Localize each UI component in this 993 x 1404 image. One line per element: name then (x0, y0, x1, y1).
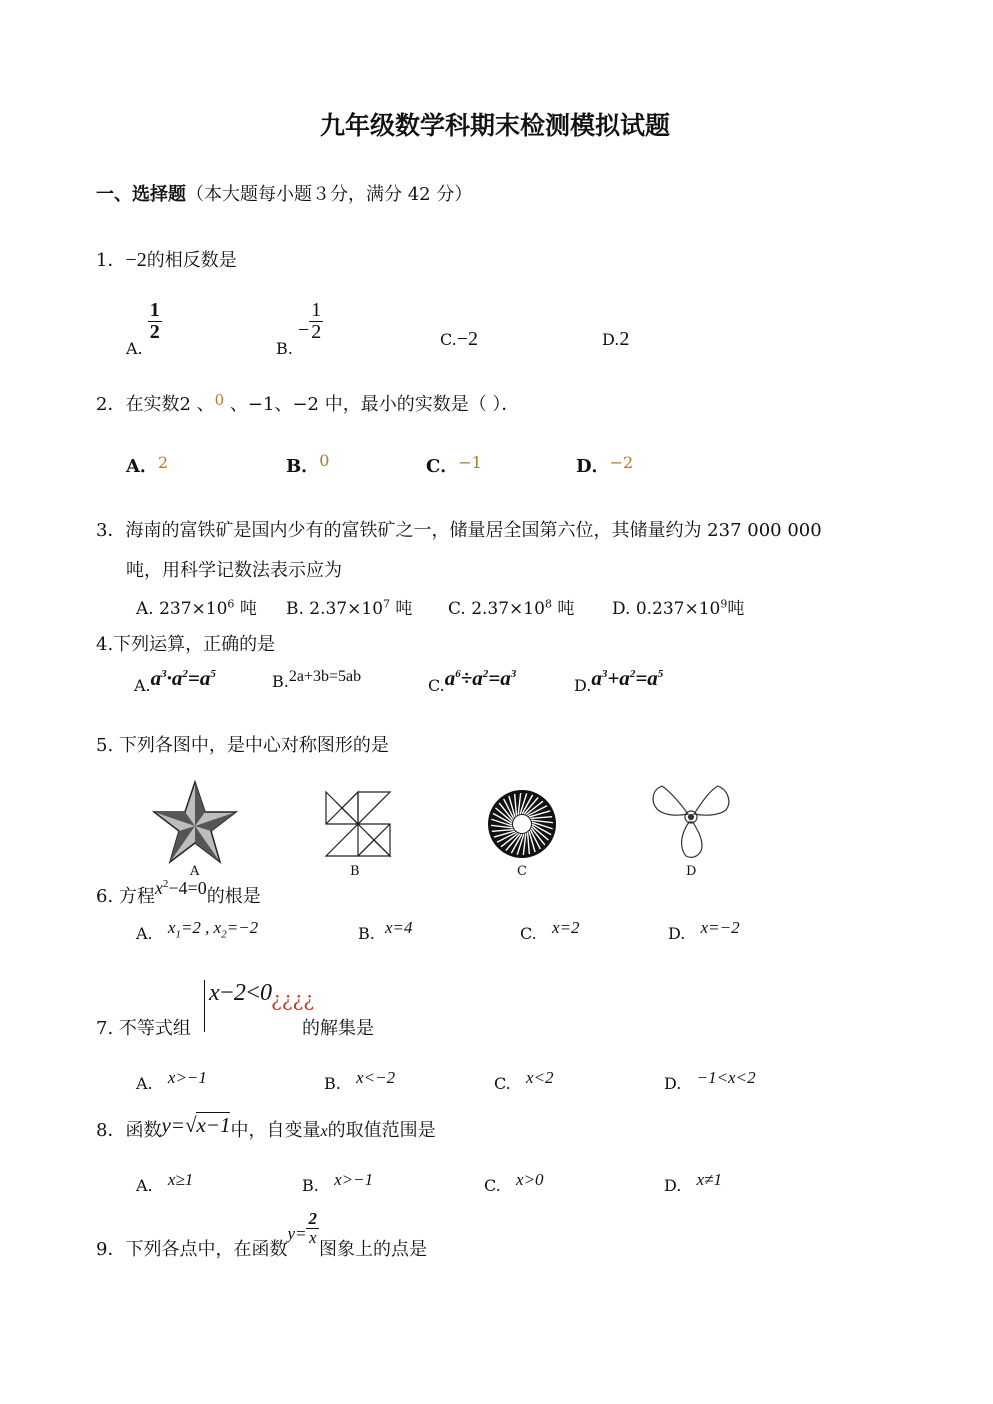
question-2: 2．在实数2 、$^0$ 、−1、−2 中，最小的实数是（ ）． (96, 391, 520, 415)
q7-option-d: D. −1<x<2 (664, 1068, 756, 1093)
q2-option-c: C．−1 (426, 453, 482, 477)
figure-label-d: D (686, 864, 697, 879)
q7-option-a: A. x>−1 (136, 1068, 207, 1093)
question-5: 5. 下列各图中，是中心对称图形的是 (96, 735, 389, 756)
q7-system: x−2<0¿¿¿¿ (204, 980, 314, 1032)
q8-option-a: A. x≥1 (136, 1170, 194, 1195)
question-number: 1． (96, 250, 126, 271)
q4-option-a: $A.a^3\cdot a^2=a^5$ (134, 666, 216, 695)
q6-option-a: A. $x_1=2$ , $x_2=-2$ (136, 918, 259, 943)
q7-option-b: B. x<−2 (324, 1068, 396, 1093)
fraction: $\frac{2}{x}$ (308, 1209, 317, 1247)
q6-option-d: D. x=−2 (668, 918, 740, 943)
q4-option-b: B.2a+3b=5ab (272, 668, 362, 691)
q1-option-b: B. − $\frac{1}{2}$ (276, 299, 322, 358)
q8-option-b: B. x>−1 (302, 1170, 374, 1195)
section-heading (96, 180, 472, 206)
q4-option-c: $C.a^6\div a^2=a^3$ (428, 666, 517, 695)
q8-option-d: D. x≠1 (664, 1170, 722, 1195)
figure-a-star (152, 780, 238, 864)
figure-d-fan (648, 780, 732, 860)
q1-option-c: C.−2 (440, 328, 479, 350)
question-3-line1: 3．海南的富铁矿是国内少有的富铁矿之一，储量居全国第六位，其储量约为 237 000 000 (96, 520, 822, 541)
q8-option-c: C. x>0 (484, 1170, 544, 1195)
question-4: 4.下列运算，正确的是 (96, 634, 276, 655)
section-label: 一、选择题 (96, 184, 186, 205)
figure-label-c: C (517, 864, 527, 879)
q2-option-b: B．0 (286, 451, 330, 477)
q2-option-d: D．−2 (576, 453, 634, 477)
q7-option-c: C. x<2 (494, 1068, 554, 1093)
q2-option-a: A．2 (126, 453, 169, 477)
figure-label-b: B (350, 864, 360, 879)
q1-option-a: A. $\frac{1}{2}$ (126, 299, 160, 358)
q3-option-a: A. $237\times 10^6$ 吨 (136, 597, 257, 619)
q3-option-c: C. $2.37\times 10^8$ 吨 (448, 597, 575, 619)
figure-label-a: A (190, 864, 200, 879)
q1-option-d: D.2 (602, 328, 630, 350)
question-9: 9．下列各点中，在函数y= $\frac{2}{x}$ 图象上的点是 (96, 1209, 427, 1261)
q1-text: 的相反数是 (146, 250, 237, 271)
fraction: $\frac{1}{2}$ (149, 299, 160, 343)
q4-option-d: $D.a^3+a^2=a^5$ (574, 666, 664, 695)
page-title: 九年级数学科期末检测模拟试题 (320, 111, 671, 140)
radical-sign: √ (184, 1113, 197, 1137)
q6-option-b: B. x=4 (358, 918, 413, 943)
q6-option-c: C. x=2 (520, 918, 580, 943)
q3-option-b: B. $2.37\times 10^7$ 吨 (286, 597, 413, 619)
section-note: （本大题每小题３分，满分 42 分） (186, 184, 473, 205)
figure-b-triangles (324, 790, 392, 858)
question-8: 8．函数y=√x−1中，自变量x的取值范围是 (96, 1113, 436, 1141)
question-6: 6. 方程$x^2-4=0$的根是 (96, 878, 261, 907)
question-3-line2: 吨，用科学记数法表示应为 (126, 560, 342, 581)
fraction: $\frac{1}{2}$ (311, 299, 322, 343)
question-1 (96, 246, 237, 272)
q7-post: 的解集是 (302, 1018, 374, 1039)
q3-option-d: D. $0.237\times 10^9$吨 (612, 597, 745, 619)
q1-expression: −2 (125, 249, 147, 271)
figure-c-wheel (486, 788, 558, 860)
question-7: 7. 不等式组 (96, 1018, 191, 1039)
